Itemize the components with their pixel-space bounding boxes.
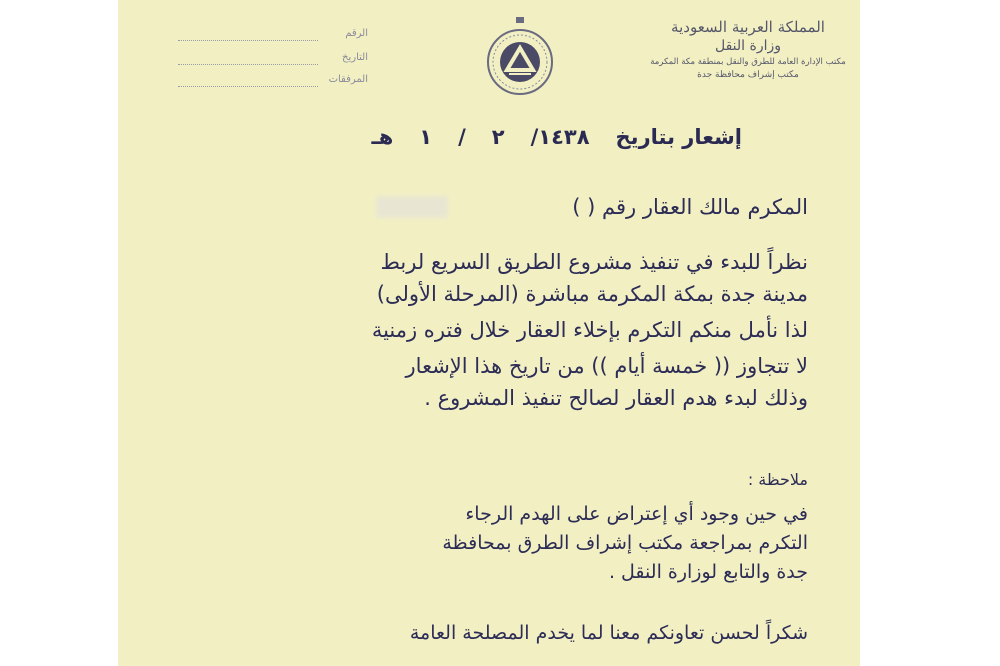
note-line: جدة والتابع لوزارة النقل .	[608, 561, 808, 583]
letterhead-unit: مكتب إشراف محافظة جدة	[697, 70, 799, 80]
meta-field-date	[178, 52, 368, 70]
notice-paper	[118, 0, 860, 666]
body-line: لا تتجاوز (( خمسة أيام )) من تاريخ هذا الإشعار	[405, 354, 808, 378]
meta-rule	[178, 40, 318, 41]
notice-title-text: إشعار بتاريخ	[615, 125, 742, 149]
body-line: لذا نأمل منكم التكرم بإخلاء العقار خلال فتره زمنية	[371, 318, 808, 342]
meta-field-attachments	[178, 74, 368, 92]
closing-line: شكراً لحسن تعاونكم معنا لما يخدم المصلحة العامة	[409, 622, 808, 644]
body-line: نظراً للبدء في تنفيذ مشروع الطريق السريع لربط	[380, 250, 808, 274]
ministry-emblem-icon	[480, 16, 560, 98]
note-label: ملاحظة :	[747, 470, 808, 489]
meta-label: المرفقات	[328, 74, 368, 85]
meta-label: التاريخ	[342, 52, 368, 63]
meta-rule	[178, 86, 318, 87]
body-line: مدينة جدة بمكة المكرمة مباشرة (المرحلة الأولى)	[376, 282, 808, 306]
redacted-number	[376, 196, 448, 218]
body-line: وذلك لبدء هدم العقار لصالح تنفيذ المشروع .	[424, 386, 808, 410]
notice-year: ١٤٣٨هـ	[371, 125, 590, 149]
letterhead-office: مكتب الإدارة العامة للطرق والنقل بمنطقة مكة المكرمة	[650, 57, 846, 67]
letterhead-ministry: وزارة النقل	[714, 38, 782, 54]
notice-title: إشعار بتاريخ١ / ٢ /١٤٣٨هـ	[371, 125, 742, 149]
note-line: التكرم بمراجعة مكتب إشراف الطرق بمحافظة	[442, 532, 808, 554]
notice-month: ٢	[491, 125, 505, 149]
addressee-line: المكرم مالك العقار رقم ( )	[572, 195, 808, 219]
letterhead-kingdom: المملكة العربية السعودية	[671, 18, 825, 36]
meta-field-number	[178, 28, 368, 46]
notice-day: ١	[419, 125, 433, 149]
letterhead	[648, 18, 848, 80]
meta-label: الرقم	[345, 28, 368, 39]
meta-rule	[178, 64, 318, 65]
note-line: في حين وجود أي إعتراض على الهدم الرجاء	[465, 503, 808, 525]
